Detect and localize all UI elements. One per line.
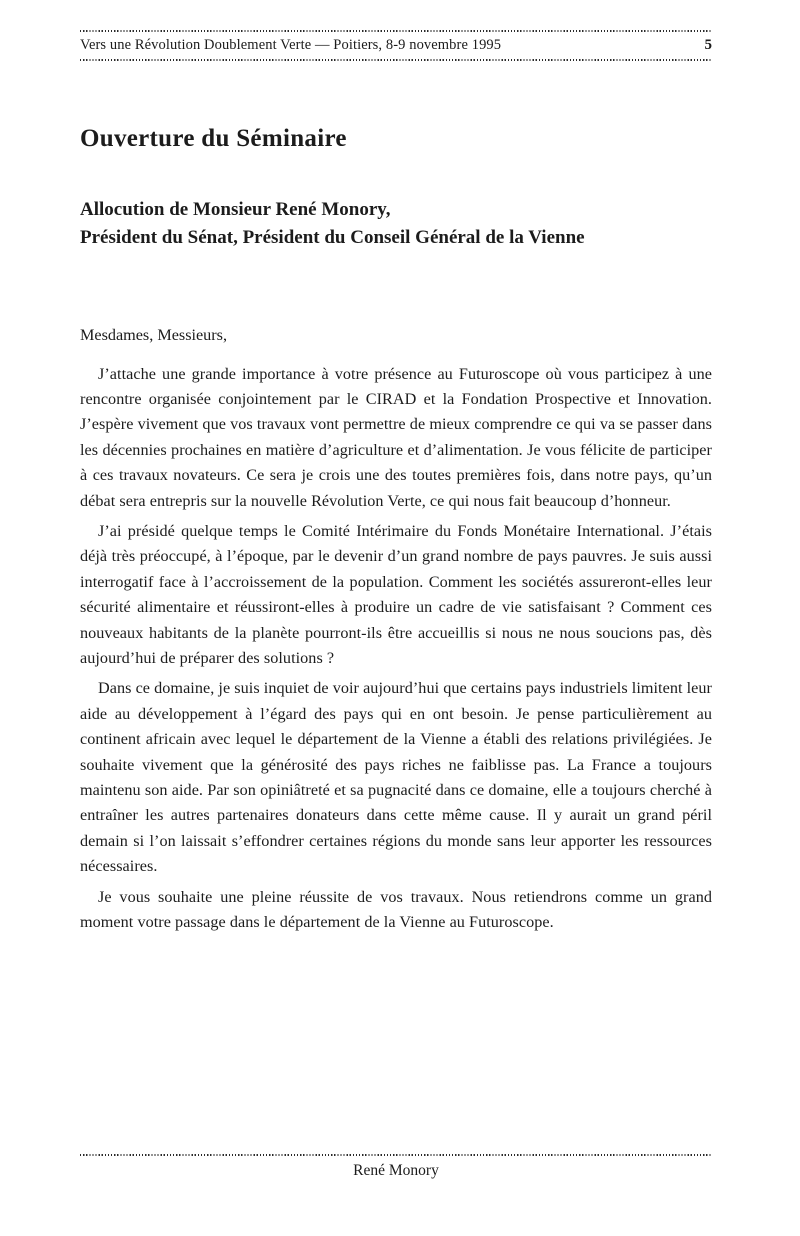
running-header xyxy=(80,32,712,59)
speech-body xyxy=(80,362,712,936)
footer-author: René Monory xyxy=(353,1162,439,1179)
speech-subtitle xyxy=(80,196,712,252)
paragraph: Je vous souhaite une pleine réussite de vos travaux. Nous retiendrons comme un grand moment votre passage dans le département de la Vienne au Futuroscope. xyxy=(80,887,712,932)
subtitle-line-1: Allocution de Monsieur René Monory, xyxy=(80,199,391,220)
header-bottom-rule xyxy=(80,59,712,61)
paragraph: J’ai présidé quelque temps le Comité Intérimaire du Fonds Monétaire International. J’étais déjà très préoccupé, à l’époque, par le devenir d’un grand nombre de pays pauvres. Je suis aussi interrogatif face à l’accroissement de la population. Comment les sociétés assureront-elles leur sécurité alimentaire et réussiront-elles à produire un cadre de vie satisfaisant ? Comment ces nouveaux habitants de la planète pourront-ils être accueillis si nous ne nous soucions pas, dès aujourd’hui de préparer des solutions ? xyxy=(80,521,712,667)
page-content xyxy=(80,30,712,935)
subtitle-line-2: Président du Sénat, Président du Conseil Général de la Vienne xyxy=(80,227,585,248)
page-footer xyxy=(80,1154,712,1182)
paragraph: J’attache une grande importance à votre présence au Futuroscope où vous participez à une rencontre organisée conjointement par le CIRAD et la Fondation Prospective et Innovation. J’espère vivement que vos travaux vont permettre de mieux comprendre ce qui va se passer dans les décennies prochaines en matière d’agriculture et d’alimentation. Je vous félicite de participer à ces travaux novateurs. Ce sera je crois une des toutes premières fois, dans notre pays, qu’un débat sera entrepris sur la nouvelle Révolution Verte, ce qui nous fait beaucoup d’honneur. xyxy=(80,364,712,510)
running-header-title: Vers une Révolution Doublement Verte — Poitiers, 8-9 novembre 1995 xyxy=(80,37,502,53)
section-title: Ouverture du Séminaire xyxy=(80,125,347,152)
footer-rule xyxy=(80,1154,712,1156)
paragraph: Dans ce domaine, je suis inquiet de voir aujourd’hui que certains pays industriels limitent leur aide au développement à l’égard des pays qui en ont besoin. Je pense particulièrement au continent africain avec lequel le département de la Vienne a établi des relations privilégiées. Je souhaite vivement que la générosité des pays riches ne faiblisse pas. La France a toujours maintenu son aide. Par son opiniâtreté et sa pugnacité dans ce domaine, elle a toujours cherché à entraîner les autres partenaires donateurs dans cette même cause. Il y aurait un grand péril demain si l’on laissait s’effondrer certaines régions du monde sans leur apporter les ressources nécessaires. xyxy=(80,679,712,876)
salutation: Mesdames, Messieurs, xyxy=(80,326,228,344)
page-number: 5 xyxy=(704,37,712,53)
